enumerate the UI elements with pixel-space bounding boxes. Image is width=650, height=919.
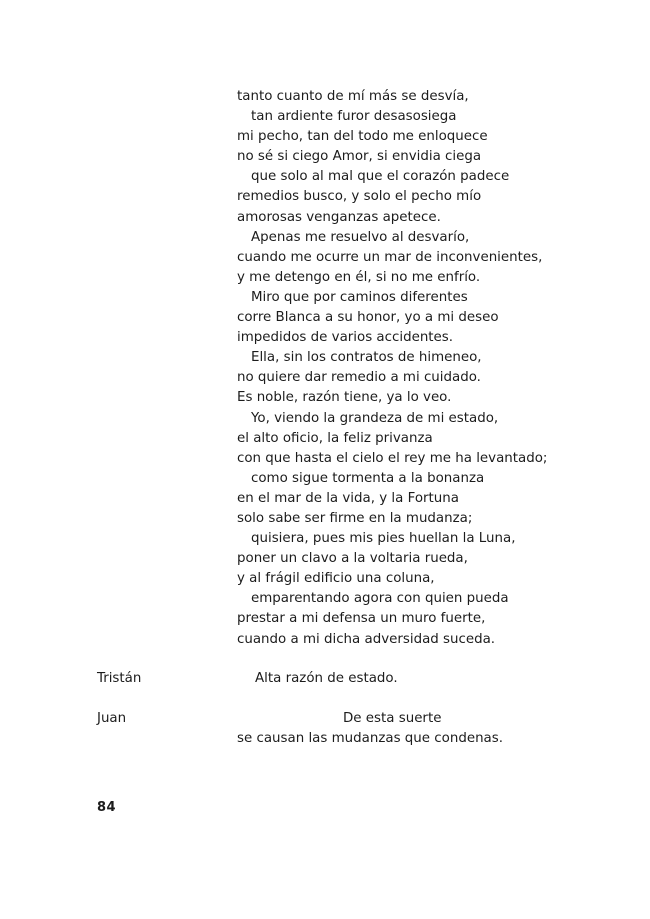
verse-block bbox=[237, 87, 637, 650]
verse-line: Es noble, razón tiene, ya lo veo. bbox=[237, 390, 452, 406]
verse-line: Alta razón de estado. bbox=[255, 671, 398, 686]
verse-line: poner un clavo a la voltaria rueda, bbox=[237, 551, 468, 567]
verse-line: no quiere dar remedio a mi cuidado. bbox=[237, 370, 481, 386]
verse-line: impedidos de varios accidentes. bbox=[237, 330, 454, 346]
verse-line: De esta suerte bbox=[343, 711, 442, 726]
verse-line: cuando me ocurre un mar de inconvenientes, bbox=[237, 249, 543, 265]
verse-line: tanto cuanto de mí más se desvía, bbox=[237, 89, 469, 104]
verse-line: corre Blanca a su honor, yo a mi deseo bbox=[237, 310, 499, 326]
speaker-name: Tristán bbox=[97, 671, 142, 686]
speaker-name: Juan bbox=[97, 711, 127, 726]
verse-line: que solo al mal que el corazón padece bbox=[251, 169, 510, 185]
verse-line: Yo, viendo la grandeza de mi estado, bbox=[251, 410, 499, 426]
verse-line: con que hasta el cielo el rey me ha levantado; bbox=[237, 450, 548, 466]
verse-line: Apenas me resuelvo al desvarío, bbox=[251, 229, 470, 245]
verse-line: Ella, sin los contratos de himeneo, bbox=[251, 350, 482, 366]
verse-line: amorosas venganzas apetece. bbox=[237, 209, 441, 225]
verse-line: solo sabe ser firme en la mudanza; bbox=[237, 510, 473, 526]
verse-line: emparentando agora con quien pueda bbox=[251, 591, 509, 607]
verse-line: tan ardiente furor desasosiega bbox=[251, 109, 457, 125]
verse-line: cuando a mi dicha adversidad suceda. bbox=[237, 631, 496, 647]
verse-line: remedios busco, y solo el pecho mío bbox=[237, 189, 482, 205]
verse-line: quisiera, pues mis pies huellan la Luna, bbox=[251, 531, 516, 547]
verse-line: no sé si ciego Amor, si envidia ciega bbox=[237, 149, 482, 165]
verse-line: se causan las mudanzas que condenas. bbox=[237, 731, 503, 746]
verse-line: Miro que por caminos diferentes bbox=[251, 289, 468, 305]
verse-line: y al frágil edificio una coluna, bbox=[237, 571, 435, 587]
verse-line: en el mar de la vida, y la Fortuna bbox=[237, 490, 459, 506]
verse-line: como sigue tormenta a la bonanza bbox=[251, 470, 485, 486]
page-number: 84 bbox=[97, 800, 117, 815]
verse-line: mi pecho, tan del todo me enloquece bbox=[237, 129, 488, 145]
verse-line: prestar a mi defensa un muro fuerte, bbox=[237, 611, 486, 627]
verse-line: y me detengo en él, si no me enfrío. bbox=[237, 269, 481, 285]
verse-line: el alto oficio, la feliz privanza bbox=[237, 430, 433, 446]
